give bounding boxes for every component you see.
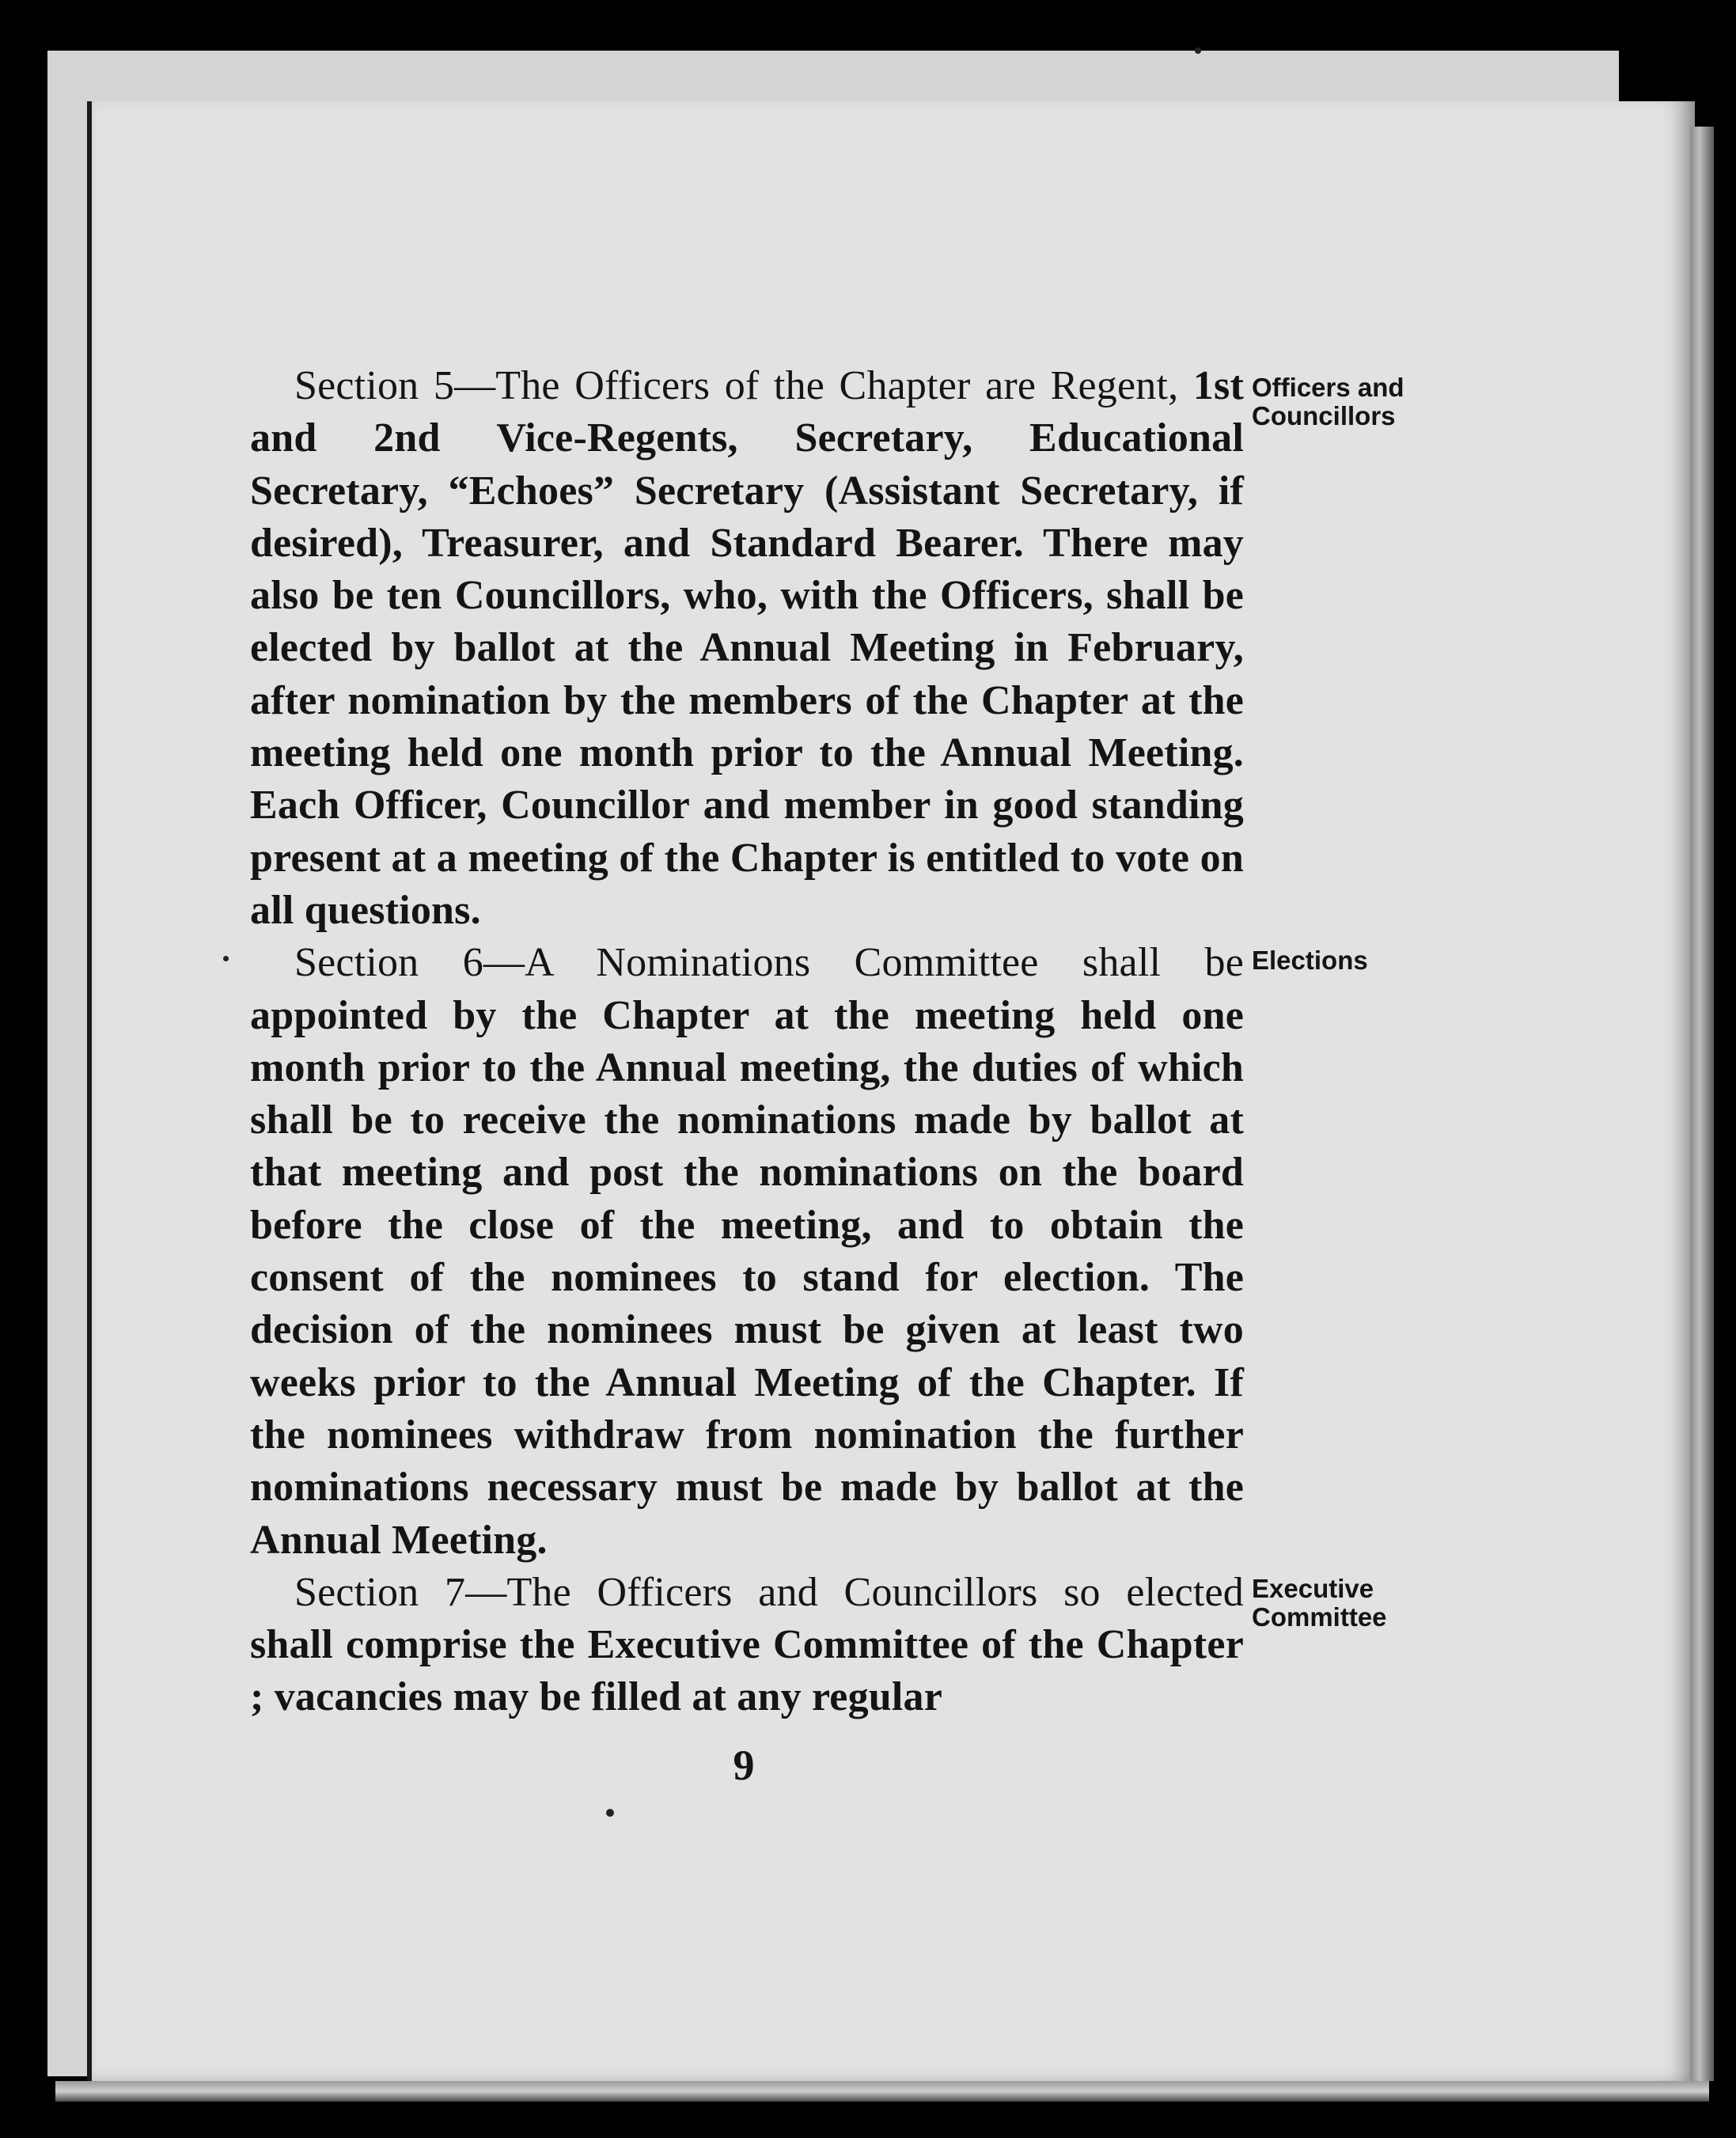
margin-note-executive (1252, 1575, 1387, 1632)
margin-note-elections (1252, 946, 1368, 975)
body-text (250, 360, 1244, 1724)
dust-speck (606, 1809, 614, 1817)
margin-note-officers (1252, 373, 1404, 430)
page-number: 9 (733, 1742, 755, 1789)
section-5-body: 1st and 2nd Vice-Regents, Secretary, Educational Secretary, “Echoes” Secretary (Assistant Secretary, if desired), Treasurer, and Standard Bearer. There may also be ten Councillors, who, with the Officers, shall be elected by ballot at the Annual Meeting in February, after nomination by the members of the Chapter at the meeting held one month prior to the Annual Meeting. Each Officer, Councillor and member in good standing present at a meeting of the Chapter is entitled to vote on all questions. (250, 363, 1244, 933)
section-7-paragraph (250, 1567, 1244, 1724)
margin-note-line: Officers and (1252, 373, 1404, 402)
dust-speck (1195, 47, 1201, 54)
page-edge-right (1690, 127, 1714, 2081)
section-5-paragraph (250, 360, 1244, 937)
section-6-paragraph (250, 937, 1244, 1567)
page-edge-bottom (55, 2081, 1709, 2102)
section-5-lead: Section 5—The Officers of the Chapter are Regent, (294, 363, 1179, 408)
section-7-lead: Section 7—The Officers and Councillors so elected (294, 1569, 1244, 1615)
section-6-body: appointed by the Chapter at the meeting held one month prior to the Annual meeting, the duties of which shall be to receive the nominations made by ballot at that meeting and post the nominations on the board before the close of the meeting, and to obtain the consent of the nominees to stand for election. The decision of the nominees must be given at least two weeks prior to the Annual Meeting of the Chapter. If the nominees withdraw from nomination the further nominations necessary must be made by ballot at the Annual Meeting. (250, 992, 1244, 1563)
section-6-lead: Section 6—A Nominations Committee shall be (294, 940, 1244, 986)
dust-speck (223, 956, 229, 961)
margin-note-line: Executive (1252, 1574, 1374, 1603)
margin-note-line: Committee (1252, 1602, 1387, 1632)
margin-note-line: Elections (1252, 946, 1368, 975)
margin-note-line: Councillors (1252, 401, 1396, 430)
section-7-body: shall comprise the Executive Committee of the Chapter ; vacancies may be filled at any regular (250, 1622, 1244, 1720)
